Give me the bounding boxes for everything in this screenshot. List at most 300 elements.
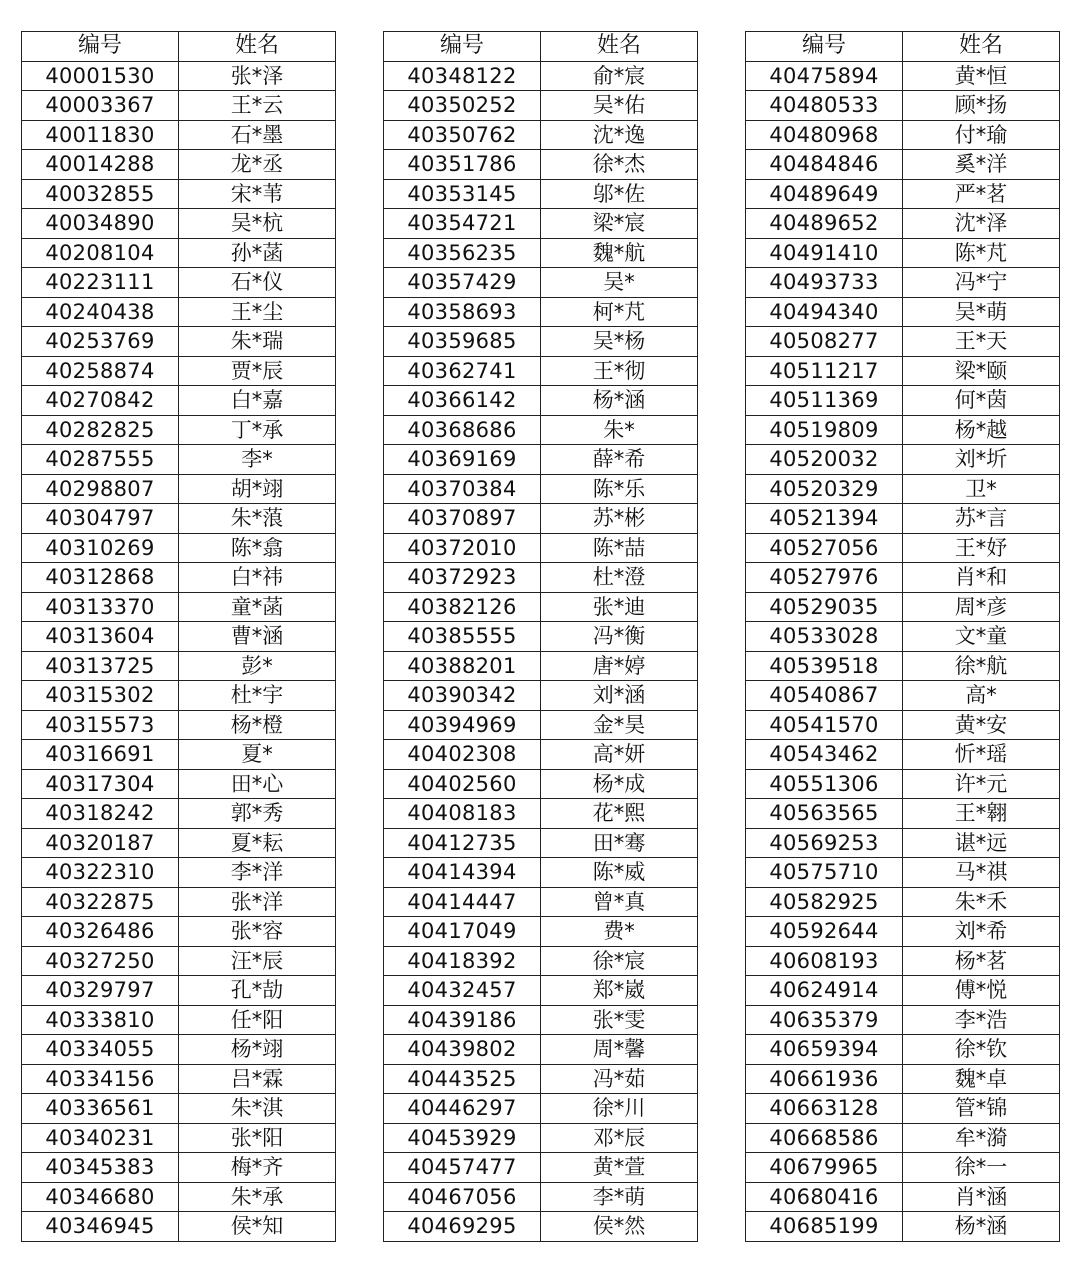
name-cell: 徐*宸 [541, 946, 698, 976]
id-cell: 40350762 [384, 120, 541, 150]
name-cell: 侯*知 [179, 1212, 336, 1242]
id-cell: 40322310 [22, 858, 179, 888]
table-row [384, 681, 698, 711]
name-cell: 彭* [179, 651, 336, 681]
id-cell: 40575710 [746, 858, 903, 888]
id-cell: 40340231 [22, 1123, 179, 1153]
name-cell: 柯*芃 [541, 297, 698, 327]
name-cell: 曹*涵 [179, 622, 336, 652]
id-cell: 40353145 [384, 179, 541, 209]
table-row [22, 415, 336, 445]
name-cell: 牟*漪 [903, 1123, 1060, 1153]
id-cell: 40520032 [746, 445, 903, 475]
name-cell: 陈*乐 [541, 474, 698, 504]
name-cell: 朱*禾 [903, 887, 1060, 917]
name-cell: 黄*恒 [903, 61, 1060, 91]
table-row [22, 858, 336, 888]
table-row [22, 209, 336, 239]
table-row [384, 769, 698, 799]
table-row [22, 150, 336, 180]
id-cell: 40034890 [22, 209, 179, 239]
id-cell: 40359685 [384, 327, 541, 357]
header-row [22, 32, 336, 62]
id-cell: 40551306 [746, 769, 903, 799]
table-row [384, 1005, 698, 1035]
name-cell: 梅*齐 [179, 1153, 336, 1183]
name-cell: 白*祎 [179, 563, 336, 593]
id-cell: 40418392 [384, 946, 541, 976]
id-cell: 40208104 [22, 238, 179, 268]
id-cell: 40582925 [746, 887, 903, 917]
table-row [384, 622, 698, 652]
name-cell: 王*彻 [541, 356, 698, 386]
id-cell: 40315573 [22, 710, 179, 740]
table-row [384, 1094, 698, 1124]
table-row [22, 828, 336, 858]
id-cell: 40357429 [384, 268, 541, 298]
id-column-header: 编号 [22, 32, 179, 62]
table-row [746, 799, 1060, 829]
id-cell: 40253769 [22, 327, 179, 357]
name-cell: 邓*辰 [541, 1123, 698, 1153]
name-cell: 陈*威 [541, 858, 698, 888]
table-row [22, 91, 336, 121]
table-row [746, 1094, 1060, 1124]
table-row [746, 1035, 1060, 1065]
id-cell: 40432457 [384, 976, 541, 1006]
table-row [384, 651, 698, 681]
name-cell: 孔*劼 [179, 976, 336, 1006]
table-row [22, 740, 336, 770]
table-row [384, 238, 698, 268]
table-row [746, 828, 1060, 858]
table-row [746, 386, 1060, 416]
id-cell: 40402560 [384, 769, 541, 799]
id-cell: 40408183 [384, 799, 541, 829]
id-cell: 40003367 [22, 91, 179, 121]
name-cell: 刘*涵 [541, 681, 698, 711]
table-row [22, 268, 336, 298]
id-column-header: 编号 [384, 32, 541, 62]
id-cell: 40369169 [384, 445, 541, 475]
id-cell: 40539518 [746, 651, 903, 681]
id-column-header: 编号 [746, 32, 903, 62]
header-row [746, 32, 1060, 62]
id-cell: 40414447 [384, 887, 541, 917]
name-cell: 马*祺 [903, 858, 1060, 888]
table-row [384, 474, 698, 504]
id-cell: 40493733 [746, 268, 903, 298]
table-row [384, 1182, 698, 1212]
table-row [22, 622, 336, 652]
id-cell: 40494340 [746, 297, 903, 327]
name-cell: 田*骞 [541, 828, 698, 858]
table-row [746, 1005, 1060, 1035]
table-row [746, 91, 1060, 121]
name-cell: 白*嘉 [179, 386, 336, 416]
table-row [384, 533, 698, 563]
name-cell: 傅*悦 [903, 976, 1060, 1006]
name-cell: 曾*真 [541, 887, 698, 917]
name-cell: 吕*霖 [179, 1064, 336, 1094]
name-cell: 肖*和 [903, 563, 1060, 593]
id-cell: 40533028 [746, 622, 903, 652]
id-cell: 40382126 [384, 592, 541, 622]
name-cell: 李*浩 [903, 1005, 1060, 1035]
name-cell: 朱*瑞 [179, 327, 336, 357]
id-cell: 40491410 [746, 238, 903, 268]
name-cell: 王*妤 [903, 533, 1060, 563]
id-cell: 40467056 [384, 1182, 541, 1212]
table-row [746, 946, 1060, 976]
id-cell: 40480968 [746, 120, 903, 150]
id-cell: 40489652 [746, 209, 903, 239]
name-cell: 侯*然 [541, 1212, 698, 1242]
name-cell: 何*茵 [903, 386, 1060, 416]
table-row [746, 120, 1060, 150]
name-cell: 肖*涵 [903, 1182, 1060, 1212]
table-row [384, 828, 698, 858]
roster-table-1 [21, 31, 336, 1242]
id-cell: 40001530 [22, 61, 179, 91]
table-row [22, 504, 336, 534]
name-cell: 冯*宁 [903, 268, 1060, 298]
table-row [746, 179, 1060, 209]
id-cell: 40563565 [746, 799, 903, 829]
table-row [22, 592, 336, 622]
table-row [384, 61, 698, 91]
table-row [746, 622, 1060, 652]
id-cell: 40318242 [22, 799, 179, 829]
id-cell: 40529035 [746, 592, 903, 622]
name-cell: 文*童 [903, 622, 1060, 652]
table-row [22, 946, 336, 976]
id-cell: 40282825 [22, 415, 179, 445]
name-cell: 张*容 [179, 917, 336, 947]
name-cell: 杨*橙 [179, 710, 336, 740]
table-row [384, 887, 698, 917]
table-row [22, 533, 336, 563]
name-cell: 宋*苇 [179, 179, 336, 209]
table-row [22, 563, 336, 593]
table-row [746, 415, 1060, 445]
table-row [22, 976, 336, 1006]
id-cell: 40446297 [384, 1094, 541, 1124]
table-row [22, 681, 336, 711]
name-cell: 奚*洋 [903, 150, 1060, 180]
id-cell: 40668586 [746, 1123, 903, 1153]
table-row [384, 1153, 698, 1183]
id-cell: 40624914 [746, 976, 903, 1006]
table-row [22, 445, 336, 475]
id-cell: 40661936 [746, 1064, 903, 1094]
id-cell: 40298807 [22, 474, 179, 504]
name-cell: 金*昊 [541, 710, 698, 740]
name-column-header: 姓名 [541, 32, 698, 62]
name-cell: 高*妍 [541, 740, 698, 770]
id-cell: 40417049 [384, 917, 541, 947]
table-row [746, 1182, 1060, 1212]
name-cell: 黄*安 [903, 710, 1060, 740]
id-cell: 40372010 [384, 533, 541, 563]
name-cell: 顾*扬 [903, 91, 1060, 121]
table-row [746, 238, 1060, 268]
table-row [22, 386, 336, 416]
table-row [746, 150, 1060, 180]
table-row [384, 356, 698, 386]
name-cell: 魏*卓 [903, 1064, 1060, 1094]
table-row [746, 1123, 1060, 1153]
id-cell: 40032855 [22, 179, 179, 209]
id-cell: 40240438 [22, 297, 179, 327]
table-row [746, 356, 1060, 386]
name-cell: 王*翱 [903, 799, 1060, 829]
table-row [384, 710, 698, 740]
table-row [384, 917, 698, 947]
name-cell: 夏*耘 [179, 828, 336, 858]
name-column-header: 姓名 [179, 32, 336, 62]
name-cell: 徐*杰 [541, 150, 698, 180]
id-cell: 40346680 [22, 1182, 179, 1212]
name-cell: 卫* [903, 474, 1060, 504]
name-cell: 吴* [541, 268, 698, 298]
table-row [22, 179, 336, 209]
id-cell: 40316691 [22, 740, 179, 770]
id-cell: 40402308 [384, 740, 541, 770]
table-row [746, 61, 1060, 91]
id-cell: 40511217 [746, 356, 903, 386]
table-row [384, 976, 698, 1006]
name-cell: 夏* [179, 740, 336, 770]
table-row [384, 327, 698, 357]
id-cell: 40334156 [22, 1064, 179, 1094]
table-row [746, 533, 1060, 563]
name-cell: 唐*婷 [541, 651, 698, 681]
id-cell: 40333810 [22, 1005, 179, 1035]
id-cell: 40540867 [746, 681, 903, 711]
id-cell: 40304797 [22, 504, 179, 534]
table-row [384, 268, 698, 298]
table-row [384, 91, 698, 121]
name-cell: 朱*淇 [179, 1094, 336, 1124]
id-cell: 40439186 [384, 1005, 541, 1035]
roster-table-2 [383, 31, 698, 1242]
table-row [22, 1153, 336, 1183]
id-cell: 40312868 [22, 563, 179, 593]
id-cell: 40412735 [384, 828, 541, 858]
id-cell: 40480533 [746, 91, 903, 121]
name-cell: 孙*菡 [179, 238, 336, 268]
name-cell: 许*元 [903, 769, 1060, 799]
name-cell: 田*心 [179, 769, 336, 799]
name-cell: 周*彦 [903, 592, 1060, 622]
name-cell: 李*萌 [541, 1182, 698, 1212]
name-cell: 费* [541, 917, 698, 947]
table-row [22, 710, 336, 740]
id-cell: 40348122 [384, 61, 541, 91]
name-cell: 王*天 [903, 327, 1060, 357]
id-cell: 40679965 [746, 1153, 903, 1183]
name-cell: 王*云 [179, 91, 336, 121]
name-cell: 谌*远 [903, 828, 1060, 858]
name-cell: 石*仪 [179, 268, 336, 298]
table-row [22, 1123, 336, 1153]
id-cell: 40270842 [22, 386, 179, 416]
name-cell: 徐*一 [903, 1153, 1060, 1183]
table-row [384, 563, 698, 593]
table-row [22, 799, 336, 829]
table-row [22, 769, 336, 799]
id-cell: 40541570 [746, 710, 903, 740]
table-row [746, 1212, 1060, 1242]
id-cell: 40519809 [746, 415, 903, 445]
name-cell: 刘*圻 [903, 445, 1060, 475]
id-cell: 40569253 [746, 828, 903, 858]
id-cell: 40608193 [746, 946, 903, 976]
table-row [746, 651, 1060, 681]
name-cell: 严*茗 [903, 179, 1060, 209]
name-cell: 冯*茹 [541, 1064, 698, 1094]
name-cell: 杜*宇 [179, 681, 336, 711]
table-row [22, 1094, 336, 1124]
name-cell: 陈*翕 [179, 533, 336, 563]
table-row [746, 681, 1060, 711]
id-cell: 40351786 [384, 150, 541, 180]
name-cell: 杜*澄 [541, 563, 698, 593]
table-row [384, 592, 698, 622]
name-cell: 张*迪 [541, 592, 698, 622]
name-cell: 付*瑜 [903, 120, 1060, 150]
table-row [22, 238, 336, 268]
table-row [746, 445, 1060, 475]
name-cell: 苏*言 [903, 504, 1060, 534]
id-cell: 40326486 [22, 917, 179, 947]
table-row [22, 474, 336, 504]
id-cell: 40385555 [384, 622, 541, 652]
id-cell: 40543462 [746, 740, 903, 770]
name-cell: 张*泽 [179, 61, 336, 91]
name-cell: 吴*杨 [541, 327, 698, 357]
table-row [746, 297, 1060, 327]
id-cell: 40659394 [746, 1035, 903, 1065]
table-row [746, 563, 1060, 593]
id-cell: 40527056 [746, 533, 903, 563]
id-cell: 40258874 [22, 356, 179, 386]
table-row [746, 858, 1060, 888]
id-cell: 40370897 [384, 504, 541, 534]
name-cell: 杨*涵 [541, 386, 698, 416]
id-cell: 40453929 [384, 1123, 541, 1153]
name-cell: 陈*芃 [903, 238, 1060, 268]
name-cell: 龙*丞 [179, 150, 336, 180]
name-cell: 李* [179, 445, 336, 475]
id-cell: 40322875 [22, 887, 179, 917]
header-row [384, 32, 698, 62]
id-cell: 40327250 [22, 946, 179, 976]
name-cell: 沈*逸 [541, 120, 698, 150]
name-cell: 冯*衡 [541, 622, 698, 652]
name-cell: 童*菡 [179, 592, 336, 622]
table-row [384, 946, 698, 976]
id-cell: 40520329 [746, 474, 903, 504]
name-cell: 高* [903, 681, 1060, 711]
name-cell: 郭*秀 [179, 799, 336, 829]
id-cell: 40317304 [22, 769, 179, 799]
table-row [384, 1123, 698, 1153]
name-cell: 杨*茗 [903, 946, 1060, 976]
table-row [746, 1064, 1060, 1094]
name-cell: 张*阳 [179, 1123, 336, 1153]
name-cell: 贾*辰 [179, 356, 336, 386]
id-cell: 40508277 [746, 327, 903, 357]
id-cell: 40336561 [22, 1094, 179, 1124]
table-row [22, 120, 336, 150]
table-row [384, 297, 698, 327]
name-cell: 李*洋 [179, 858, 336, 888]
table-row [22, 887, 336, 917]
id-cell: 40366142 [384, 386, 541, 416]
id-cell: 40443525 [384, 1064, 541, 1094]
name-cell: 朱* [541, 415, 698, 445]
id-cell: 40368686 [384, 415, 541, 445]
name-cell: 徐*航 [903, 651, 1060, 681]
name-cell: 郑*崴 [541, 976, 698, 1006]
table-row [22, 1064, 336, 1094]
id-cell: 40350252 [384, 91, 541, 121]
table-row [384, 799, 698, 829]
name-cell: 徐*川 [541, 1094, 698, 1124]
id-cell: 40287555 [22, 445, 179, 475]
table-row [746, 740, 1060, 770]
table-row [22, 1182, 336, 1212]
name-cell: 管*锦 [903, 1094, 1060, 1124]
table-row [746, 592, 1060, 622]
id-cell: 40346945 [22, 1212, 179, 1242]
table-row [384, 120, 698, 150]
table-row [746, 976, 1060, 1006]
table-row [22, 61, 336, 91]
id-cell: 40315302 [22, 681, 179, 711]
name-cell: 沈*泽 [903, 209, 1060, 239]
name-cell: 刘*希 [903, 917, 1060, 947]
id-cell: 40390342 [384, 681, 541, 711]
name-cell: 薛*希 [541, 445, 698, 475]
id-cell: 40527976 [746, 563, 903, 593]
table-row [746, 887, 1060, 917]
id-cell: 40475894 [746, 61, 903, 91]
id-cell: 40362741 [384, 356, 541, 386]
table-row [384, 858, 698, 888]
name-cell: 梁*宸 [541, 209, 698, 239]
name-cell: 胡*翊 [179, 474, 336, 504]
table-row [384, 1035, 698, 1065]
table-row [384, 445, 698, 475]
name-cell: 石*墨 [179, 120, 336, 150]
id-cell: 40354721 [384, 209, 541, 239]
id-cell: 40313370 [22, 592, 179, 622]
table-row [22, 1005, 336, 1035]
table-row [384, 386, 698, 416]
id-cell: 40457477 [384, 1153, 541, 1183]
id-cell: 40439802 [384, 1035, 541, 1065]
name-cell: 任*阳 [179, 1005, 336, 1035]
roster-table-3 [745, 31, 1060, 1242]
id-cell: 40685199 [746, 1212, 903, 1242]
id-cell: 40489649 [746, 179, 903, 209]
table-row [384, 415, 698, 445]
table-row [384, 209, 698, 239]
name-cell: 陈*喆 [541, 533, 698, 563]
